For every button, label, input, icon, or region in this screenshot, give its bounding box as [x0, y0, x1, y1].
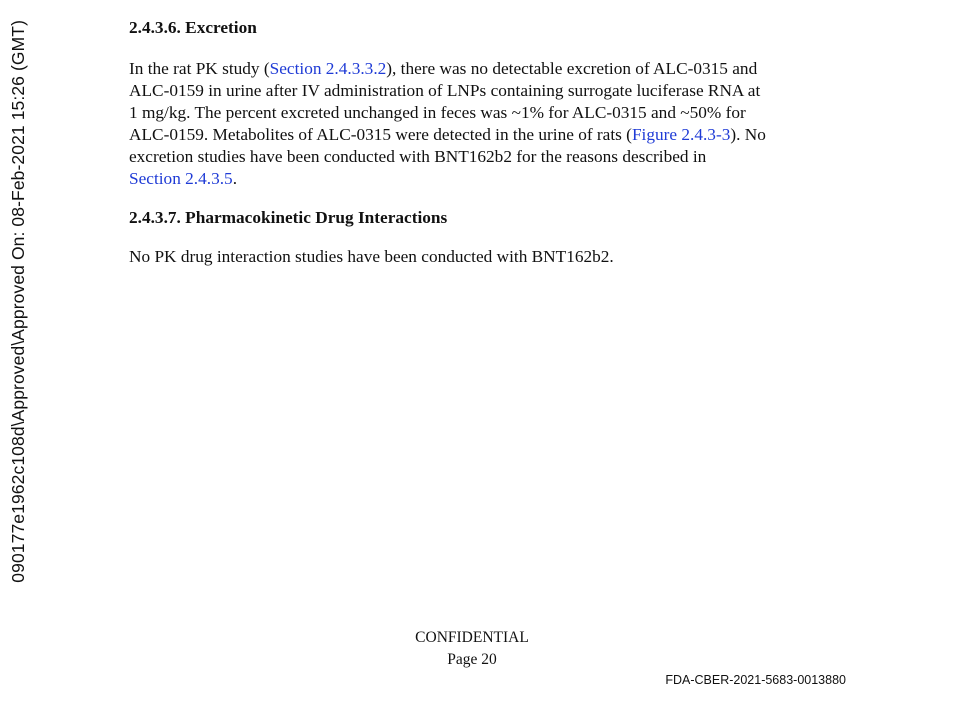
line-text: ALC-0159. Metabolites of ALC-0315 were detected in the urine of rats (: [129, 125, 632, 144]
paragraph-line: [129, 124, 766, 146]
line-text: ). No: [730, 125, 766, 144]
paragraph-line: excretion studies have been conducted with BNT162b2 for the reasons described in: [129, 147, 707, 166]
paragraph-line: [129, 58, 766, 80]
page-number: Page 20: [447, 651, 497, 668]
line-text: ), there was no detectable excretion of ALC-0315 and: [386, 59, 758, 78]
line-text: .: [232, 169, 238, 188]
section-heading-excretion: 2.4.3.6. Excretion: [129, 18, 257, 37]
paragraph-line: [129, 168, 766, 190]
figure-2-4-3-3-link[interactable]: Figure 2.4.3-3: [631, 125, 731, 144]
document-id: FDA-CBER-2021-5683-0013880: [665, 673, 846, 687]
section-2-4-3-5-link[interactable]: Section 2.4.3.5: [129, 169, 233, 188]
paragraph-line: 1 mg/kg. The percent excreted unchanged in feces was ~1% for ALC-0315 and ~50% for: [129, 103, 746, 122]
section-heading-interactions: 2.4.3.7. Pharmacokinetic Drug Interactions: [129, 208, 448, 227]
interactions-paragraph: No PK drug interaction studies have been conducted with BNT162b2.: [129, 247, 614, 266]
section-2-4-3-3-2-link[interactable]: Section 2.4.3.3.2: [269, 59, 387, 78]
excretion-paragraph: [129, 58, 766, 190]
line-text: In the rat PK study (: [129, 59, 270, 78]
approval-stamp: [6, 20, 30, 640]
paragraph-line: ALC-0159 in urine after IV administration of LNPs containing surrogate luciferase RNA at: [129, 81, 761, 100]
confidential-label: CONFIDENTIAL: [415, 629, 529, 646]
approval-stamp-text: 090177e1962c108d\Approved\Approved On: 08-Feb-2021 15:26 (GMT): [8, 20, 28, 583]
